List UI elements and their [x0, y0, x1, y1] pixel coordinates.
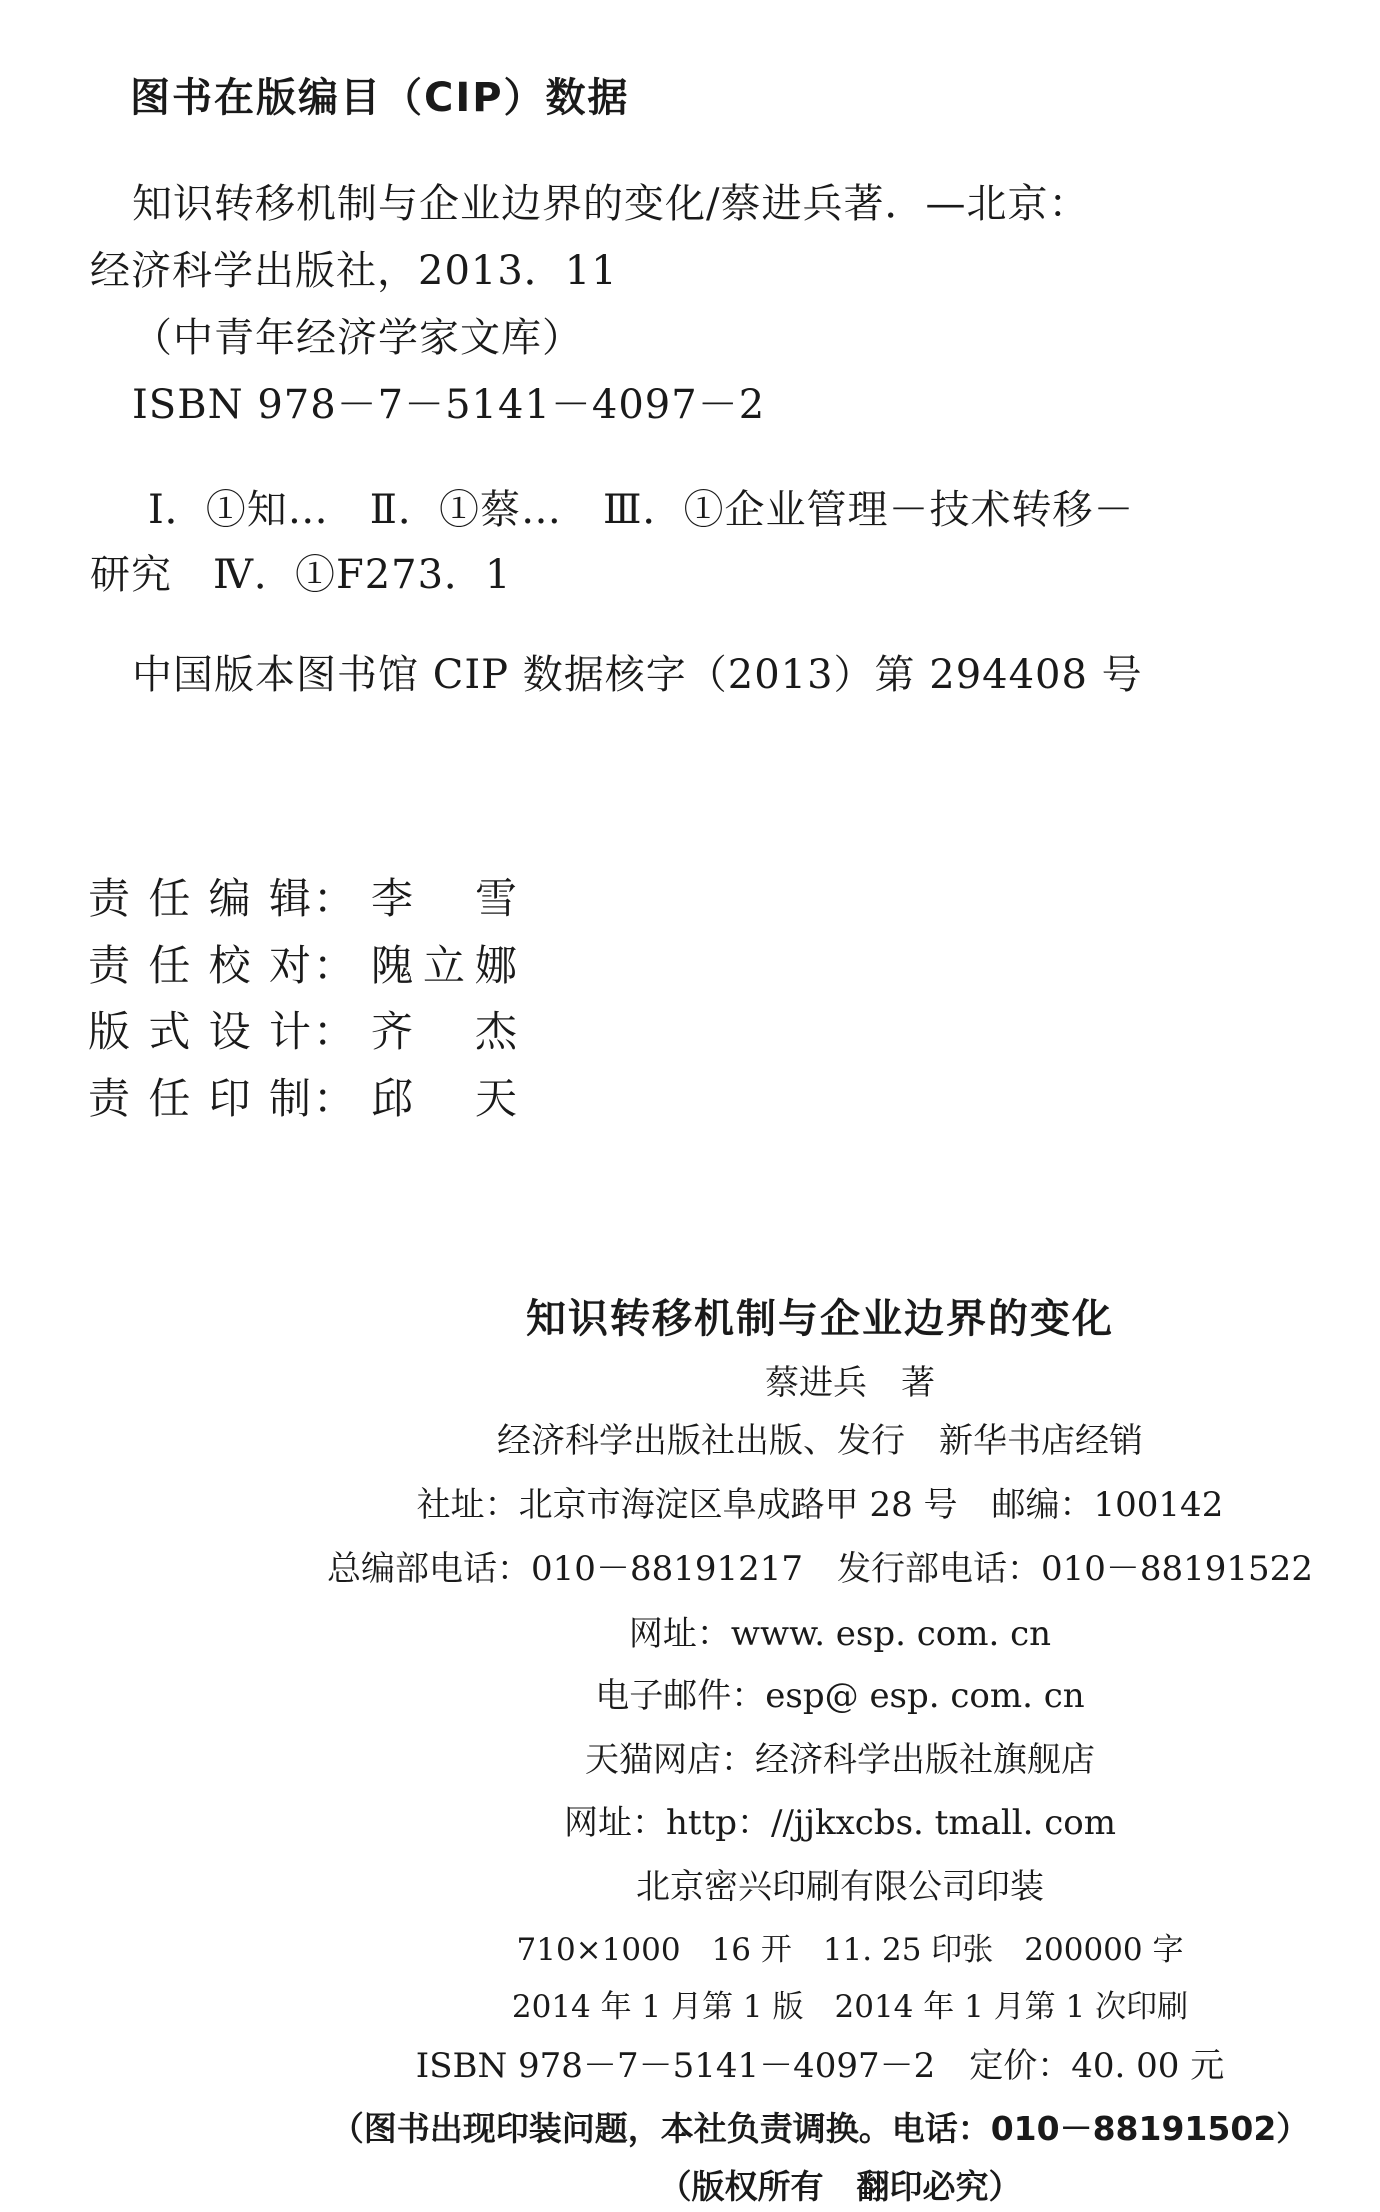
credit-row: [88, 1007, 528, 1056]
credit-label: 责任校对: [88, 941, 313, 990]
credit-separator: ：: [313, 874, 358, 923]
imprint-isbn-price: ISBN 978－7－5141－4097－2 定价：40. 00 元: [415, 2046, 1225, 2086]
imprint-email: 电子邮件：esp@ esp. com. cn: [595, 1676, 1085, 1716]
imprint-title: 知识转移机制与企业边界的变化: [526, 1296, 1114, 1342]
cip-heading: 图书在版编目（CIP）数据: [130, 75, 630, 121]
credit-label: 责任印制: [88, 1074, 313, 1123]
cip-series: （中青年经济学家文库）: [132, 315, 583, 361]
credit-name: 邱 天: [371, 1074, 528, 1123]
imprint-edition: 2014 年 1 月第 1 版 2014 年 1 月第 1 次印刷: [511, 1989, 1189, 2025]
credit-row: [88, 941, 528, 990]
credit-name: 齐 杰: [371, 1007, 528, 1056]
imprint-notice: （图书出现印装问题，本社负责调换。电话：010－88191502）: [330, 2109, 1310, 2148]
imprint-address: 社址：北京市海淀区阜成路甲 28 号 邮编：100142: [416, 1485, 1224, 1525]
cip-classification-line1: Ⅰ．①知… Ⅱ．①蔡… Ⅲ．①企业管理－技术转移－: [148, 487, 1135, 533]
cip-title-line2: 经济科学出版社，2013．11: [90, 248, 618, 294]
credit-separator: ：: [313, 1007, 358, 1056]
imprint-printer: 北京密兴印刷有限公司印装: [636, 1867, 1044, 1907]
credit-label: 版式设计: [88, 1007, 313, 1056]
credit-name: 李 雪: [371, 874, 528, 923]
credit-row: [88, 1074, 528, 1123]
cip-isbn: ISBN 978－7－5141－4097－2: [132, 382, 766, 428]
cip-title-line1: 知识转移机制与企业边界的变化/蔡进兵著．—北京：: [132, 181, 1090, 227]
credit-separator: ：: [313, 941, 358, 990]
imprint-publisher: 经济科学出版社出版、发行 新华书店经销: [497, 1421, 1143, 1461]
cip-classification-line2: 研究 Ⅳ．①F273．1: [90, 552, 512, 598]
credit-label: 责任编辑: [88, 874, 313, 923]
imprint-format: 710×1000 16 开 11. 25 印张 200000 字: [516, 1932, 1184, 1968]
imprint-tmall-url: 网址：http：//jjkxcbs. tmall. com: [564, 1803, 1116, 1843]
imprint-author: 蔡进兵 著: [765, 1363, 935, 1403]
imprint-website: 网址：www. esp. com. cn: [628, 1614, 1052, 1654]
credit-row: [88, 874, 528, 923]
cip-record-number: 中国版本图书馆 CIP 数据核字（2013）第 294408 号: [132, 652, 1143, 698]
credit-name: 隗立娜: [371, 941, 528, 990]
imprint-phones: 总编部电话：010－88191217 发行部电话：010－88191522: [327, 1549, 1313, 1589]
imprint-rights: （版权所有 翻印必究）: [658, 2167, 1022, 2206]
imprint-tmall-store: 天猫网店：经济科学出版社旗舰店: [585, 1740, 1095, 1780]
credit-separator: ：: [313, 1074, 358, 1123]
